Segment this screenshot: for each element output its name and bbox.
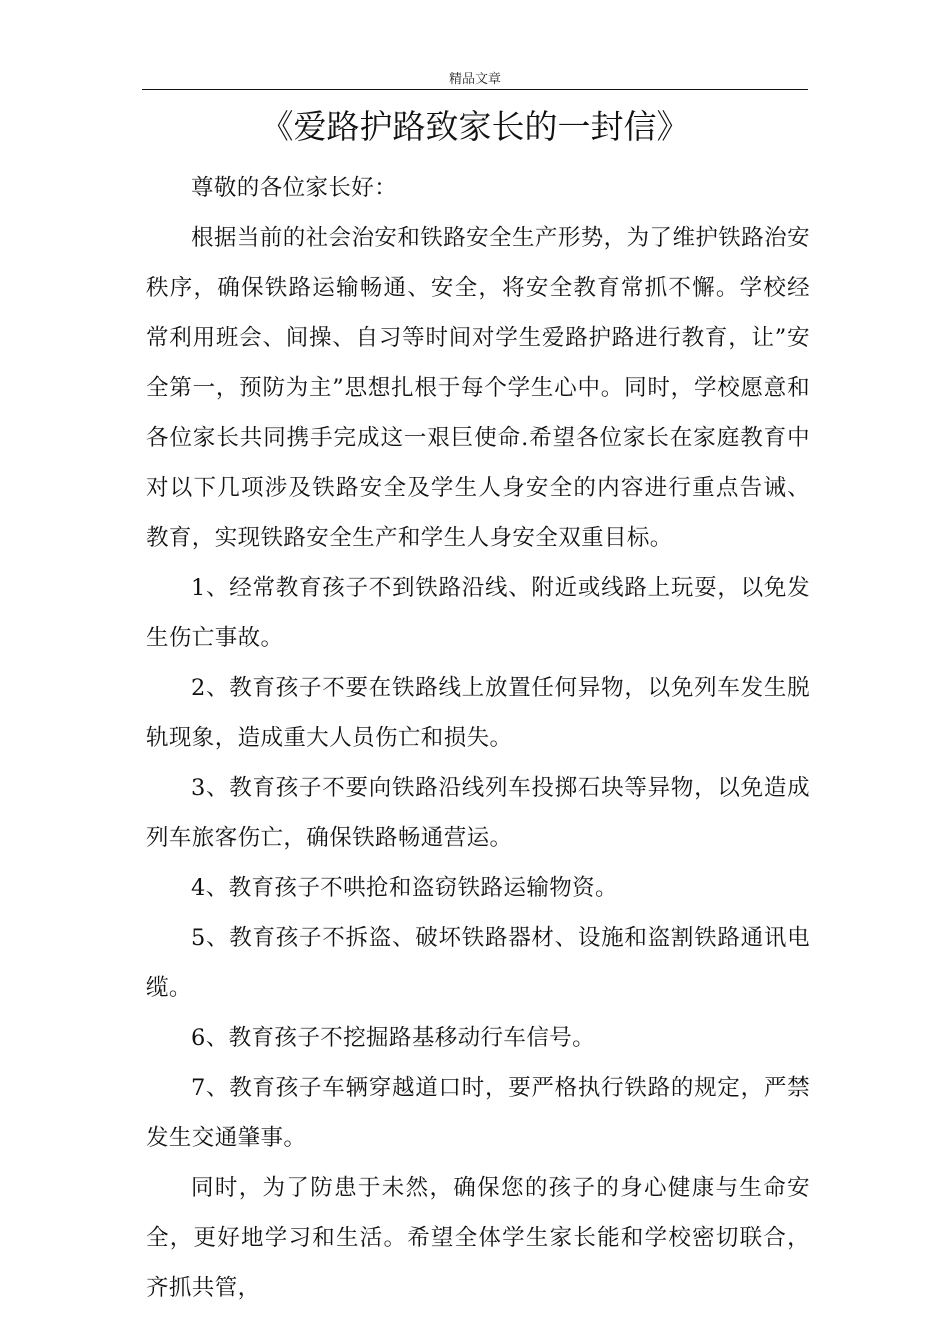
paragraph-item-6: 6、教育孩子不挖掘路基移动行车信号。 — [191, 1025, 596, 1051]
salutation: 尊敬的各位家长好： — [191, 175, 398, 201]
letter-body — [146, 163, 810, 1313]
document-title: 《爱路护路致家长的一封信》 — [260, 107, 690, 146]
paragraph-item-7: 7、教育孩子车辆穿越道口时，要严格执行铁路的规定，严禁发生交通肇事。 — [146, 1075, 810, 1151]
paragraph-item-5: 5、教育孩子不拆盗、破坏铁路器材、设施和盗割铁路通讯电缆。 — [146, 925, 810, 1001]
paragraph-item-1: 1、经常教育孩子不到铁路沿线、附近或线路上玩耍，以免发生伤亡事故。 — [146, 575, 810, 651]
paragraph-closing: 同时，为了防患于未然，确保您的孩子的身心健康与生命安全，更好地学习和生活。希望全体学生家长能和学校密切联合，齐抓共管， — [146, 1175, 810, 1301]
paragraph-intro: 根据当前的社会治安和铁路安全生产形势，为了维护铁路治安秩序，确保铁路运输畅通、安全，将安全教育常抓不懈。学校经常利用班会、间操、自习等时间对学生爱路护路进行教育，让”安全第一，预防为主”思想扎根于每个学生心中。同时，学校愿意和各位家长共同携手完成这一艰巨使命.希望各位家长在家庭教育中对以下几项涉及铁路安全及学生人身安全的内容进行重点告诫、教育，实现铁路安全生产和学生人身安全双重目标。 — [146, 225, 810, 551]
paragraph-item-2: 2、教育孩子不要在铁路线上放置任何异物，以免列车发生脱轨现象，造成重大人员伤亡和损失。 — [146, 675, 810, 751]
page-header-label: 精品文章 — [448, 72, 501, 87]
header-divider — [142, 89, 808, 90]
paragraph-item-4: 4、教育孩子不哄抢和盗窃铁路运输物资。 — [191, 875, 618, 901]
paragraph-item-3: 3、教育孩子不要向铁路沿线列车投掷石块等异物，以免造成列车旅客伤亡，确保铁路畅通营运。 — [146, 775, 810, 851]
